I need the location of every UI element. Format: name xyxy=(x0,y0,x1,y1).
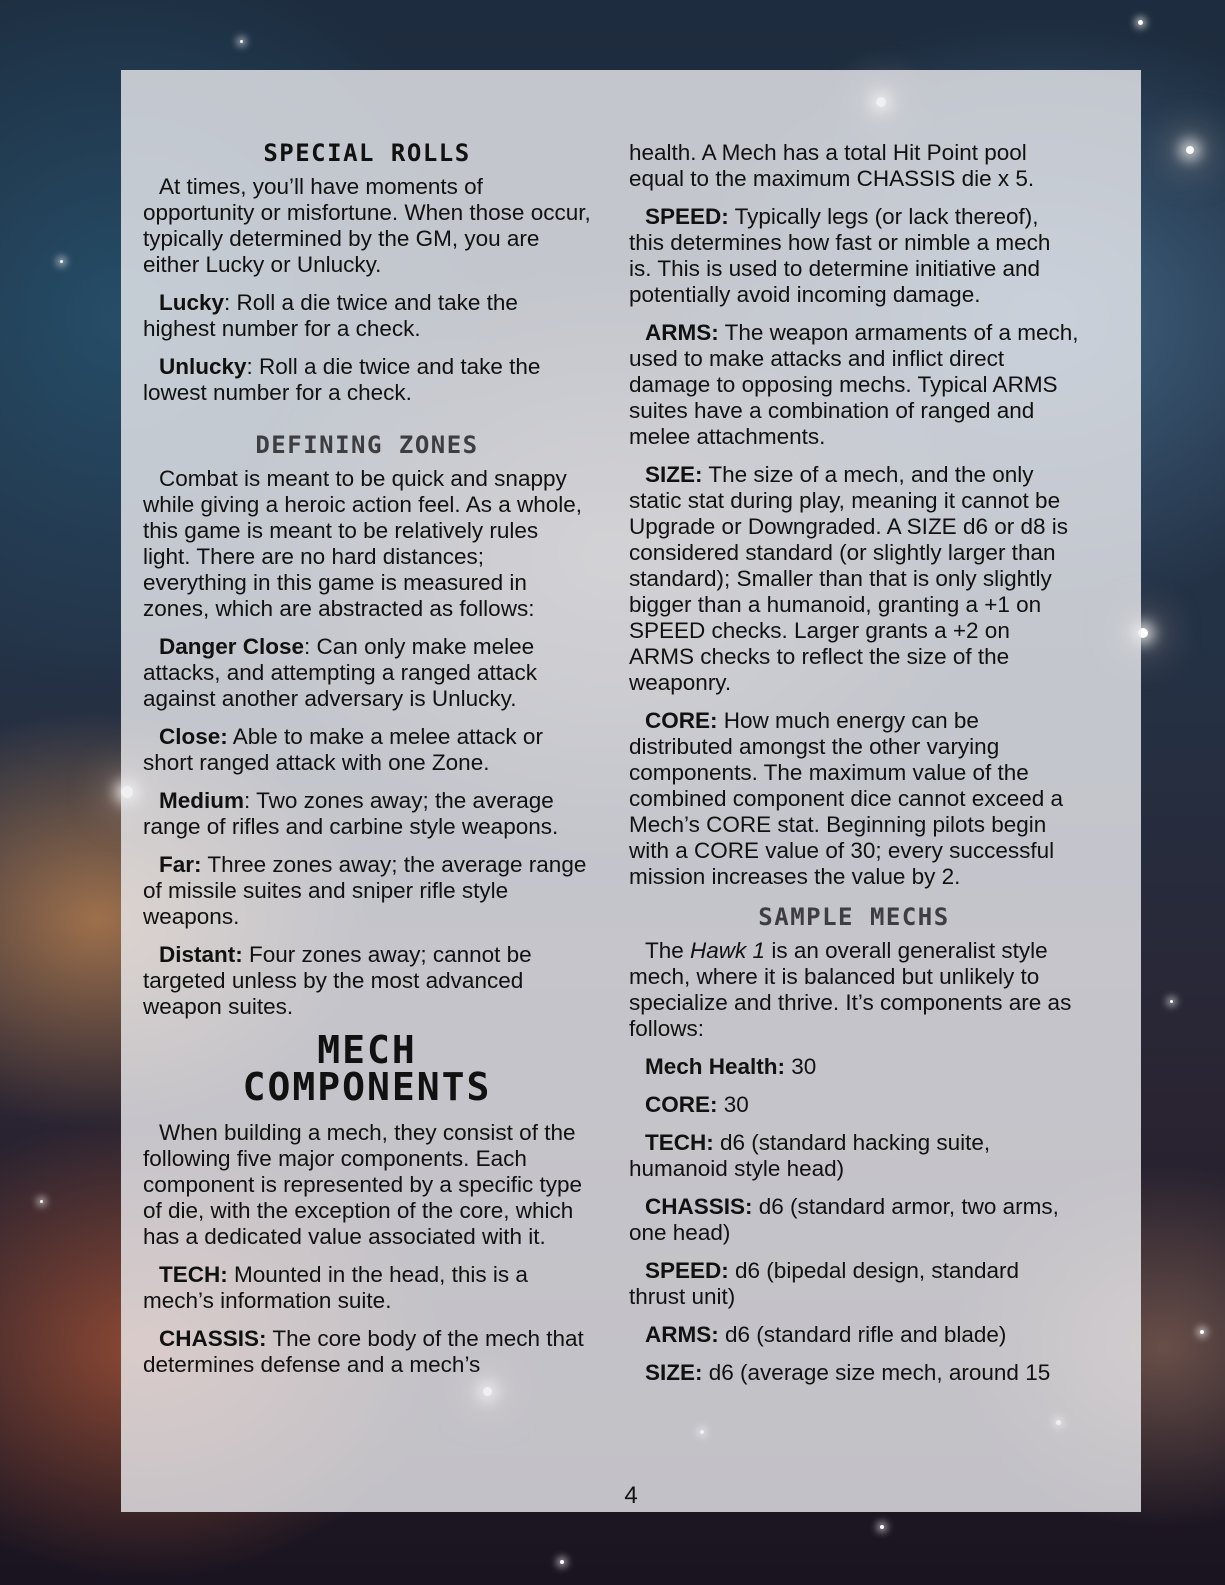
component-term: SPEED: xyxy=(645,204,729,229)
star-decoration xyxy=(40,1200,43,1203)
star-decoration xyxy=(560,1560,564,1564)
lucky-rule xyxy=(143,290,591,342)
size-component xyxy=(629,462,1079,696)
component-term: SIZE: xyxy=(645,462,703,487)
tech-term: TECH: xyxy=(159,1262,228,1287)
unlucky-term: Unlucky xyxy=(159,354,247,379)
star-decoration xyxy=(880,1525,884,1529)
zone-term: Far: xyxy=(159,852,202,877)
chassis-term: CHASSIS: xyxy=(159,1326,267,1351)
arms-component xyxy=(629,320,1079,450)
stat-tech xyxy=(629,1130,1079,1182)
tech-text: Mounted in the head, this is a mech’s information suite. xyxy=(143,1262,528,1313)
stat-size xyxy=(629,1360,1079,1386)
stat-value: 30 xyxy=(785,1054,817,1079)
page-number: 4 xyxy=(624,1482,638,1509)
component-text: The weapon armaments of a mech, used to make attacks and inflict direct damage to opposing mechs. Typical ARMS suites have a combination of ranged and melee attachments. xyxy=(629,320,1079,449)
speed-component xyxy=(629,204,1079,308)
defining-zones-intro: Combat is meant to be quick and snappy while giving a heroic action feel. As a whole, this game is meant to be relatively rules light. There are no hard distances; everything in this game is measured in zones, which are abstracted as follows: xyxy=(143,466,583,621)
stat-value: d6 (standard rifle and blade) xyxy=(718,1322,1007,1347)
star-decoration xyxy=(1186,146,1194,154)
defining-zones-heading: DEFINING ZONES xyxy=(255,431,479,459)
stat-term: TECH: xyxy=(645,1130,714,1155)
stat-value: d6 (standard hacking suite, humanoid style head) xyxy=(629,1130,991,1181)
stat-core xyxy=(629,1092,1079,1118)
stat-term: CORE: xyxy=(645,1092,718,1117)
core-component xyxy=(629,708,1079,890)
zone-far xyxy=(143,852,591,930)
stat-mech-health xyxy=(629,1054,1079,1080)
stat-chassis xyxy=(629,1194,1079,1246)
mech-components-heading-line1: MECH xyxy=(317,1028,417,1072)
component-text: How much energy can be distributed amongst the other varying components. The maximum value of the combined component dice cannot exceed a Mech’s CORE stat. Beginning pilots begin with a CORE value of 30; every successful mission increases the value by 2. xyxy=(629,708,1064,889)
zone-text: Four zones away; cannot be targeted unless by the most advanced weapon suites. xyxy=(143,942,532,1019)
stat-value: d6 (standard armor, two arms, one head) xyxy=(629,1194,1059,1245)
stat-value: 30 xyxy=(717,1092,749,1117)
component-text: The size of a mech, and the only static stat during play, meaning it cannot be Upgrade or Downgraded. A SIZE d6 or d8 is considered standard (or slightly larger than standard); Smaller than that is only slightly bigger than a humanoid, granting a +1 on SPEED checks. Larger grants a +2 on ARMS checks to reflect the size of the weaponry. xyxy=(629,462,1069,695)
tech-component xyxy=(143,1262,591,1314)
stat-value: d6 (average size mech, around 15 xyxy=(702,1360,1051,1385)
zone-danger-close xyxy=(143,634,591,712)
star-decoration xyxy=(240,40,243,43)
zone-distant xyxy=(143,942,591,1020)
sample-mechs-intro xyxy=(629,938,1079,1042)
lucky-term: Lucky xyxy=(159,290,225,315)
sample-intro-after: is an overall generalist style mech, where it is balanced but unlikely to specialize and thrive. It’s components are as follows: xyxy=(629,938,1072,1041)
stat-term: SPEED: xyxy=(645,1258,729,1283)
sample-mechs-heading: SAMPLE MECHS xyxy=(758,903,950,931)
stat-value: d6 (bipedal design, standard thrust unit) xyxy=(629,1258,1019,1309)
zone-text: : Can only make melee attacks, and attempting a ranged attack against another adversary is Unlucky. xyxy=(143,634,537,711)
stat-speed xyxy=(629,1258,1079,1310)
page-panel xyxy=(121,70,1141,1512)
chassis-continued: health. A Mech has a total Hit Point pool equal to the maximum CHASSIS die x 5. xyxy=(629,140,1035,191)
zone-term: Close: xyxy=(159,724,228,749)
unlucky-text: : Roll a die twice and take the lowest number for a check. xyxy=(143,354,541,405)
star-decoration xyxy=(1138,20,1143,25)
mech-name: Hawk 1 xyxy=(690,938,766,963)
stat-term: CHASSIS: xyxy=(645,1194,753,1219)
special-rolls-intro: At times, you’ll have moments of opportunity or misfortune. When those occur, typically determined by the GM, you are either Lucky or Unlucky. xyxy=(143,174,591,277)
star-decoration xyxy=(1200,1330,1204,1334)
sample-intro-before: The xyxy=(645,938,691,963)
zone-term: Distant: xyxy=(159,942,243,967)
lucky-text: : Roll a die twice and take the highest number for a check. xyxy=(143,290,518,341)
mech-components-intro: When building a mech, they consist of the following five major components. Each component is represented by a specific type of die, with the exception of the core, which has a dedicated value associated with it. xyxy=(143,1120,582,1249)
star-decoration xyxy=(60,260,63,263)
stat-term: SIZE: xyxy=(645,1360,703,1385)
special-rolls-heading: SPECIAL ROLLS xyxy=(263,139,471,167)
zone-text: : Two zones away; the average range of rifles and carbine style weapons. xyxy=(143,788,559,839)
zone-text: Three zones away; the average range of missile suites and sniper rifle style weapons. xyxy=(143,852,587,929)
stat-arms xyxy=(629,1322,1079,1348)
chassis-component xyxy=(143,1326,591,1378)
zone-close xyxy=(143,724,591,776)
zone-term: Danger Close xyxy=(159,634,305,659)
left-column xyxy=(143,138,591,1390)
stat-term: Mech Health: xyxy=(645,1054,786,1079)
chassis-text: The core body of the mech that determines defense and a mech’s xyxy=(143,1326,584,1377)
mech-components-heading-line2: COMPONENTS xyxy=(242,1065,492,1109)
star-decoration xyxy=(1170,1000,1173,1003)
zone-medium xyxy=(143,788,591,840)
zone-text: Able to make a melee attack or short ranged attack with one Zone. xyxy=(143,724,543,775)
right-column xyxy=(629,140,1079,1398)
stat-term: ARMS: xyxy=(645,1322,719,1347)
component-text: Typically legs (or lack thereof), this determines how fast or nimble a mech is. This is used to determine initiative and potentially avoid incoming damage. xyxy=(629,204,1051,307)
component-term: ARMS: xyxy=(645,320,719,345)
component-term: CORE: xyxy=(645,708,718,733)
zone-term: Medium xyxy=(159,788,245,813)
unlucky-rule xyxy=(143,354,591,406)
mech-components-heading xyxy=(143,1028,591,1109)
